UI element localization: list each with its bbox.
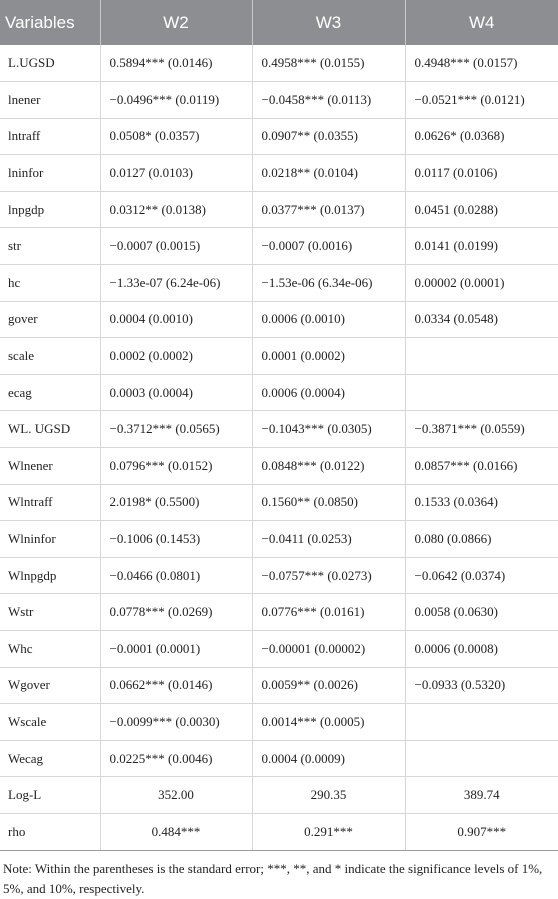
variable-cell: Log-L	[0, 777, 100, 814]
table-row	[0, 118, 558, 155]
w4-cell: 0.0334 (0.0548)	[405, 301, 558, 338]
table-row	[0, 45, 558, 82]
table-row	[0, 411, 558, 448]
w2-cell: 0.0796*** (0.0152)	[100, 448, 252, 485]
w3-cell: −0.0411 (0.0253)	[252, 521, 405, 558]
table-row	[0, 777, 558, 814]
variable-cell: rho	[0, 813, 100, 850]
w2-cell: −0.0007 (0.0015)	[100, 228, 252, 265]
table-row	[0, 813, 558, 850]
variable-cell: Wlninfor	[0, 521, 100, 558]
w2-cell: 0.0778*** (0.0269)	[100, 594, 252, 631]
w2-cell: −0.0001 (0.0001)	[100, 631, 252, 668]
w4-cell: 389.74	[405, 777, 558, 814]
w2-cell: −0.1006 (0.1453)	[100, 521, 252, 558]
w3-cell: 0.0004 (0.0009)	[252, 740, 405, 777]
table-row	[0, 301, 558, 338]
header-w4: W4	[469, 12, 495, 32]
table-note: Note: Within the parentheses is the standard error; ***, **, and * indicate the significance levels of 1%, 5%, and 10%, respectively.	[3, 860, 543, 896]
variable-cell: lninfor	[0, 155, 100, 192]
header-row	[0, 0, 558, 45]
w3-cell: 0.291***	[252, 813, 405, 850]
variable-cell: Wstr	[0, 594, 100, 631]
w2-cell: −0.0466 (0.0801)	[100, 557, 252, 594]
variable-cell: L.UGSD	[0, 45, 100, 82]
table-row	[0, 667, 558, 704]
w4-cell: 0.080 (0.0866)	[405, 521, 558, 558]
w2-cell: 2.0198* (0.5500)	[100, 484, 252, 521]
variable-cell: str	[0, 228, 100, 265]
table-row	[0, 82, 558, 119]
w3-cell: −0.0757*** (0.0273)	[252, 557, 405, 594]
w3-cell: −0.00001 (0.00002)	[252, 631, 405, 668]
table-row	[0, 631, 558, 668]
w4-cell	[405, 374, 558, 411]
w3-cell: 0.0001 (0.0002)	[252, 338, 405, 375]
variable-cell: Wlnpgdp	[0, 557, 100, 594]
w3-cell: −0.0458*** (0.0113)	[252, 82, 405, 119]
table-row	[0, 704, 558, 741]
variable-cell: lnpgdp	[0, 191, 100, 228]
w4-cell: 0.1533 (0.0364)	[405, 484, 558, 521]
w4-cell: 0.0058 (0.0630)	[405, 594, 558, 631]
table-row	[0, 228, 558, 265]
table-row	[0, 265, 558, 302]
w4-cell: 0.0117 (0.0106)	[405, 155, 558, 192]
w3-cell: 0.0377*** (0.0137)	[252, 191, 405, 228]
variable-cell: Wecag	[0, 740, 100, 777]
w3-cell: 0.4958*** (0.0155)	[252, 45, 405, 82]
w4-cell: 0.907***	[405, 813, 558, 850]
variable-cell: Wlnener	[0, 448, 100, 485]
table-row	[0, 521, 558, 558]
w2-cell: −1.33e-07 (6.24e-06)	[100, 265, 252, 302]
variable-cell: hc	[0, 265, 100, 302]
w3-cell: 0.0006 (0.0010)	[252, 301, 405, 338]
w2-cell: 0.484***	[100, 813, 252, 850]
variable-cell: lnener	[0, 82, 100, 119]
w4-cell	[405, 338, 558, 375]
variable-cell: WL. UGSD	[0, 411, 100, 448]
table-row	[0, 594, 558, 631]
table-row	[0, 374, 558, 411]
w2-cell: 0.0508* (0.0357)	[100, 118, 252, 155]
variable-cell: Whc	[0, 631, 100, 668]
w3-cell: 0.0848*** (0.0122)	[252, 448, 405, 485]
w2-cell: 0.0662*** (0.0146)	[100, 667, 252, 704]
variable-cell: Wscale	[0, 704, 100, 741]
variable-cell: lntraff	[0, 118, 100, 155]
w2-cell: 0.0004 (0.0010)	[100, 301, 252, 338]
w4-cell: 0.0006 (0.0008)	[405, 631, 558, 668]
table-body	[0, 45, 558, 850]
w2-cell: −0.0099*** (0.0030)	[100, 704, 252, 741]
w2-cell: 352.00	[100, 777, 252, 814]
header-variables: Variables	[0, 0, 100, 45]
w4-cell: −0.0933 (0.5320)	[405, 667, 558, 704]
w3-cell: 290.35	[252, 777, 405, 814]
w2-cell: 0.0002 (0.0002)	[100, 338, 252, 375]
w4-cell	[405, 740, 558, 777]
w4-cell: −0.0642 (0.0374)	[405, 557, 558, 594]
w4-cell: 0.0626* (0.0368)	[405, 118, 558, 155]
w3-cell: −0.1043*** (0.0305)	[252, 411, 405, 448]
w4-cell	[405, 704, 558, 741]
w3-cell: 0.0059** (0.0026)	[252, 667, 405, 704]
w4-cell: 0.4948*** (0.0157)	[405, 45, 558, 82]
w3-cell: 0.1560** (0.0850)	[252, 484, 405, 521]
w3-cell: 0.0776*** (0.0161)	[252, 594, 405, 631]
variable-cell: Wgover	[0, 667, 100, 704]
variable-cell: ecag	[0, 374, 100, 411]
w2-cell: 0.0225*** (0.0046)	[100, 740, 252, 777]
w3-cell: 0.0014*** (0.0005)	[252, 704, 405, 741]
w4-cell: −0.0521*** (0.0121)	[405, 82, 558, 119]
w4-cell: −0.3871*** (0.0559)	[405, 411, 558, 448]
w2-cell: 0.0312** (0.0138)	[100, 191, 252, 228]
table-row	[0, 155, 558, 192]
w4-cell: 0.0141 (0.0199)	[405, 228, 558, 265]
variable-cell: scale	[0, 338, 100, 375]
variable-cell: gover	[0, 301, 100, 338]
w4-cell: 0.00002 (0.0001)	[405, 265, 558, 302]
header-w3: W3	[252, 0, 405, 45]
w4-cell: 0.0451 (0.0288)	[405, 191, 558, 228]
header-w2: W2	[100, 0, 252, 45]
w2-cell: −0.3712*** (0.0565)	[100, 411, 252, 448]
w4-cell: 0.0857*** (0.0166)	[405, 448, 558, 485]
w2-cell: 0.0003 (0.0004)	[100, 374, 252, 411]
w3-cell: 0.0006 (0.0004)	[252, 374, 405, 411]
w3-cell: 0.0907** (0.0355)	[252, 118, 405, 155]
table-row	[0, 484, 558, 521]
table-row	[0, 740, 558, 777]
table-row	[0, 338, 558, 375]
table-header	[0, 0, 558, 45]
w2-cell: 0.5894*** (0.0146)	[100, 45, 252, 82]
w2-cell: −0.0496*** (0.0119)	[100, 82, 252, 119]
w3-cell: −1.53e-06 (6.34e-06)	[252, 265, 405, 302]
w2-cell: 0.0127 (0.0103)	[100, 155, 252, 192]
table-row	[0, 448, 558, 485]
w3-cell: −0.0007 (0.0016)	[252, 228, 405, 265]
w3-cell: 0.0218** (0.0104)	[252, 155, 405, 192]
table-row	[0, 557, 558, 594]
table-row	[0, 191, 558, 228]
variable-cell: Wlntraff	[0, 484, 100, 521]
